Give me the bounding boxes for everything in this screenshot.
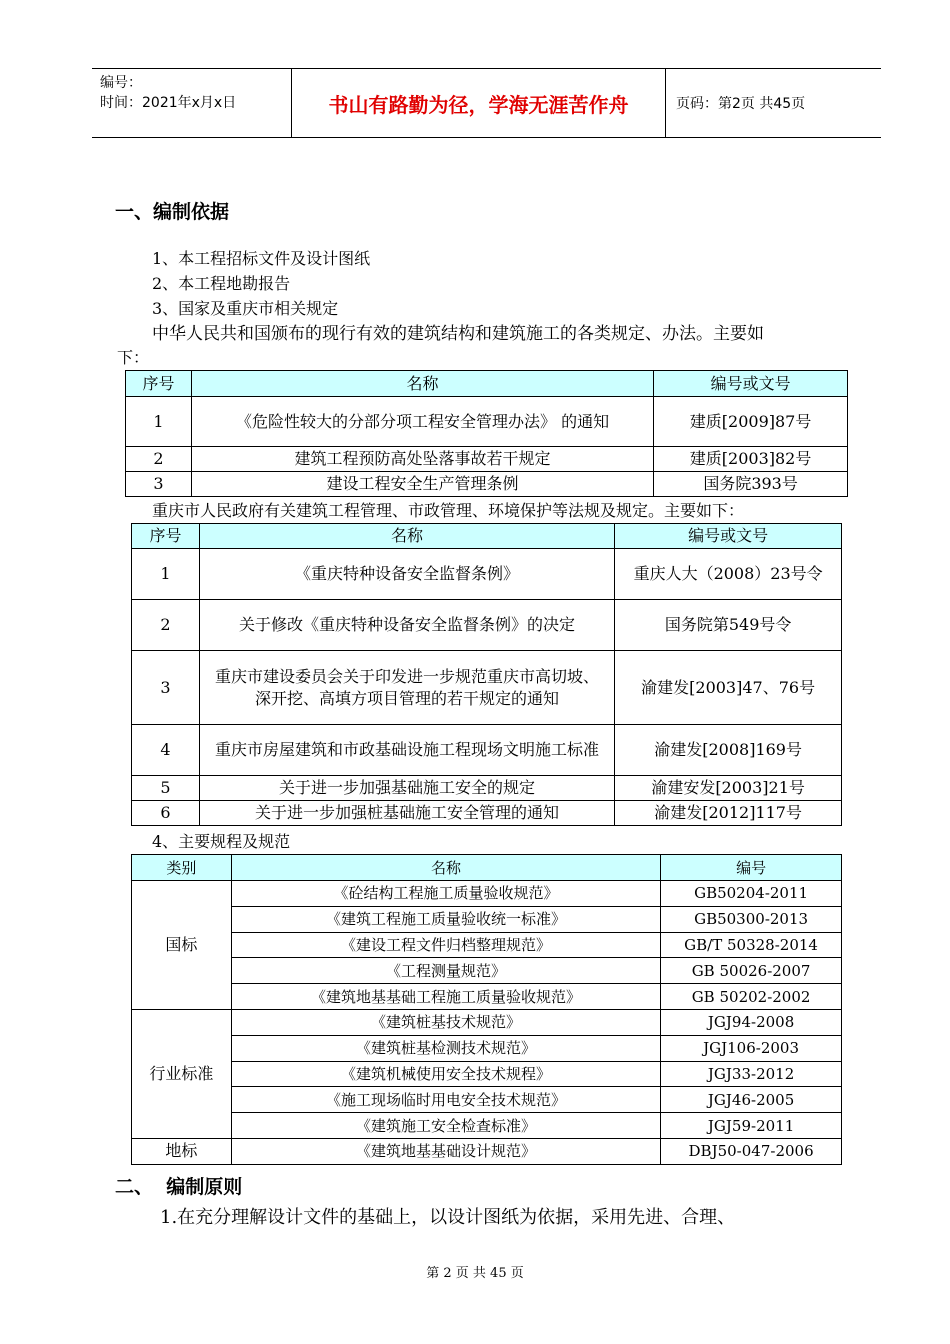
standards-table (131, 854, 842, 1165)
table-row (132, 1087, 842, 1113)
table-row (132, 651, 842, 725)
row-code: 国务院393号 (654, 472, 848, 497)
row-code: JGJ46-2005 (661, 1087, 842, 1113)
page-header (92, 68, 881, 138)
row-code: GB50300-2013 (661, 906, 842, 932)
chongqing-intro: 重庆市人民政府有关建筑工程管理、市政管理、环境保护等法规及规定。主要如下： (152, 501, 745, 520)
table-row (132, 1009, 842, 1035)
table-row (132, 881, 842, 907)
row-name: 《建筑施工安全检查标准》 (231, 1113, 660, 1139)
category-cell: 国标 (132, 881, 232, 1010)
row-name: 《建筑工程施工质量验收统一标准》 (231, 906, 660, 932)
doc-number: 编号： (100, 75, 142, 91)
doc-time: 时间：2021年x月x日 (100, 95, 237, 111)
row-code: DBJ50-047-2006 (661, 1138, 842, 1164)
row-code: JGJ94-2008 (661, 1009, 842, 1035)
national-intro-line2: 下： (117, 348, 150, 367)
table-row (132, 1035, 842, 1061)
row-name: 《砼结构工程施工质量验收规范》 (231, 881, 660, 907)
row-name: 《重庆特种设备安全监督条例》 (199, 549, 614, 600)
header-meta (92, 69, 292, 137)
row-name: 《建筑地基基础设计规范》 (231, 1138, 660, 1164)
row-name: 《建设工程文件归档整理规范》 (231, 932, 660, 958)
basis-item-4: 4、主要规程及规范 (152, 832, 291, 851)
col-header-index: 序号 (126, 371, 192, 397)
col-header-code: 编号 (661, 855, 842, 881)
row-name: 《建筑机械使用安全技术规程》 (231, 1061, 660, 1087)
col-header-name: 名称 (231, 855, 660, 881)
table-row (126, 472, 848, 497)
row-code: JGJ106-2003 (661, 1035, 842, 1061)
row-name: 关于修改《重庆特种设备安全监督条例》的决定 (199, 600, 614, 651)
table-row (126, 447, 848, 472)
row-code: 重庆人大（2008）23号令 (615, 549, 842, 600)
category-cell: 地标 (132, 1138, 232, 1164)
row-index: 1 (132, 549, 200, 600)
row-code: 渝建安发[2003]21号 (615, 776, 842, 801)
row-code: 国务院第549号令 (615, 600, 842, 651)
row-name: 《建筑地基基础工程施工质量验收规范》 (231, 984, 660, 1010)
row-code: GB50204-2011 (661, 881, 842, 907)
table-row (132, 776, 842, 801)
principle-paragraph-1: 1.在充分理解设计文件的基础上，以设计图纸为依据，采用先进、合理、 (160, 1207, 736, 1228)
row-index: 3 (132, 651, 200, 725)
row-index: 2 (126, 447, 192, 472)
row-code: 渝建发[2008]169号 (615, 725, 842, 776)
row-code: JGJ59-2011 (661, 1113, 842, 1139)
col-header-code: 编号或文号 (615, 524, 842, 549)
table-row (132, 958, 842, 984)
table-row (132, 906, 842, 932)
col-header-name: 名称 (199, 524, 614, 549)
row-name: 《工程测量规范》 (231, 958, 660, 984)
header-slogan: 书山有路勤为径，学海无涯苦作舟 (292, 69, 666, 137)
table-row (126, 397, 848, 447)
row-code: JGJ33-2012 (661, 1061, 842, 1087)
basis-item-2: 2、本工程地勘报告 (152, 274, 291, 293)
col-header-index: 序号 (132, 524, 200, 549)
header-page-info: 页码：第2页 共45页 (676, 96, 806, 112)
basis-item-3: 3、国家及重庆市相关规定 (152, 299, 339, 318)
basis-item-1: 1、本工程招标文件及设计图纸 (152, 249, 371, 268)
row-name: 重庆市建设委员会关于印发进一步规范重庆市高切坡、 深开挖、高填方项目管理的若干规定的通知 (199, 651, 614, 725)
row-name: 关于进一步加强桩基础施工安全管理的通知 (199, 801, 614, 826)
table-row (132, 1113, 842, 1139)
table-header-row (132, 524, 842, 549)
page-footer: 第 2 页 共 45 页 (426, 1266, 524, 1281)
row-index: 3 (126, 472, 192, 497)
category-cell: 行业标准 (132, 1009, 232, 1138)
col-header-name: 名称 (191, 371, 653, 397)
row-index: 4 (132, 725, 200, 776)
table-header-row (126, 371, 848, 397)
section-2-title: 二、 编制原则 (115, 1176, 243, 1198)
row-code: 渝建发[2012]117号 (615, 801, 842, 826)
table-row (132, 1138, 842, 1164)
row-code: 建质[2003]82号 (654, 447, 848, 472)
chongqing-regulations-table (131, 523, 842, 826)
row-name: 《危险性较大的分部分项工程安全管理办法》 的通知 (191, 397, 653, 447)
table-row (132, 932, 842, 958)
row-name: 《建筑桩基检测技术规范》 (231, 1035, 660, 1061)
row-index: 6 (132, 801, 200, 826)
section-1-title: 一、编制依据 (115, 201, 230, 223)
table-header-row (132, 855, 842, 881)
row-name: 《建筑桩基技术规范》 (231, 1009, 660, 1035)
row-name: 《施工现场临时用电安全技术规范》 (231, 1087, 660, 1113)
row-code: 渝建发[2003]47、76号 (615, 651, 842, 725)
row-code: GB/T 50328-2014 (661, 932, 842, 958)
national-intro-line1: 中华人民共和国颁布的现行有效的建筑结构和建筑施工的各类规定、办法。主要如 (152, 324, 764, 344)
col-header-category: 类别 (132, 855, 232, 881)
row-index: 5 (132, 776, 200, 801)
row-name: 关于进一步加强基础施工安全的规定 (199, 776, 614, 801)
row-name: 建筑工程预防高处坠落事故若干规定 (191, 447, 653, 472)
table-row (132, 984, 842, 1010)
row-index: 1 (126, 397, 192, 447)
row-index: 2 (132, 600, 200, 651)
row-name: 重庆市房屋建筑和市政基础设施工程现场文明施工标准 (199, 725, 614, 776)
table-row (132, 801, 842, 826)
table-row (132, 600, 842, 651)
table-row (132, 725, 842, 776)
row-code: 建质[2009]87号 (654, 397, 848, 447)
table-row (132, 1061, 842, 1087)
col-header-code: 编号或文号 (654, 371, 848, 397)
table-row (132, 549, 842, 600)
row-code: GB 50202-2002 (661, 984, 842, 1010)
row-code: GB 50026-2007 (661, 958, 842, 984)
row-name: 建设工程安全生产管理条例 (191, 472, 653, 497)
national-regulations-table (125, 370, 848, 497)
